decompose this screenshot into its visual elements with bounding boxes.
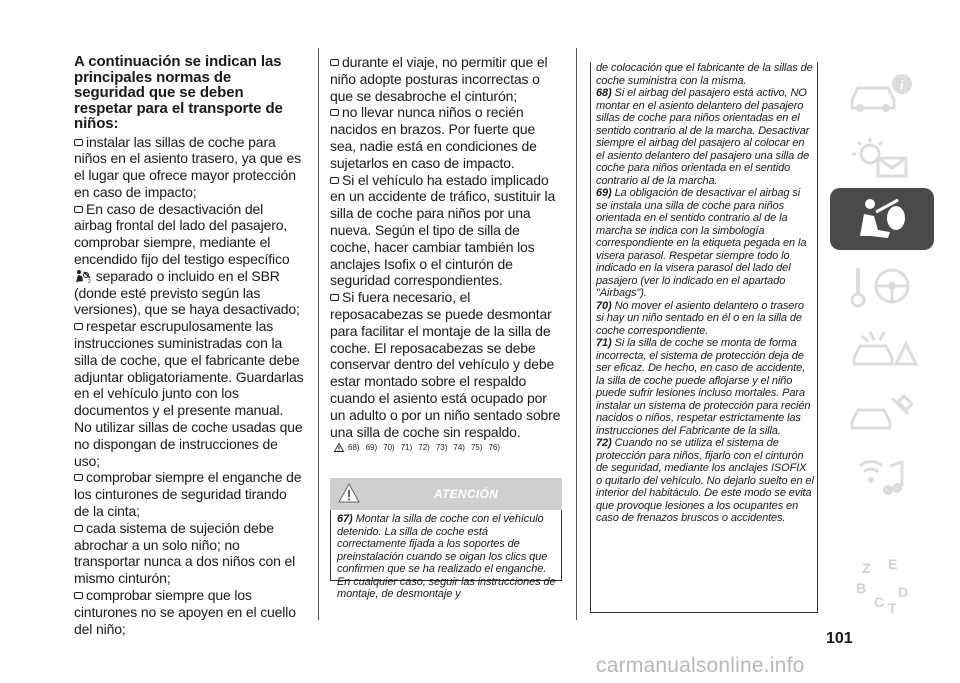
warning-lights-icon [830,128,934,190]
reference-number[interactable]: 73) [435,443,448,453]
watermark: carmanualsonline.info [596,654,805,677]
warning-note: 69) La obligación de desactivar el airbag si se instala una silla de coche para niños orientada en el sentido contrario al de la marcha se indica con la simbología correspondiente en la etiqueta pegada en la visera parasol. Respetar siempre todo lo indicado en la visera parasol del lado del pasajero (ver lo indicado en el apartado "Airbags"). [596,187,807,299]
warning-note: 68) Si el airbag del pasajero está activo, NO montar en el asiento delantero del pasajero sillas de coche para niños orientadas en el sentido contrario al de la marcha. Desactivar siempre el airbag del pasajero al colocar en el asiento delantero del pasajero una silla de coche para niños orientada en el sentido contrario al de la marcha. [596,87,810,187]
reference-number[interactable]: 68) [348,443,360,453]
tab-safety[interactable] [830,188,934,250]
breakdown-icon [830,318,934,380]
reference-number[interactable]: 70) [383,443,395,453]
column-divider [318,48,319,620]
section-heading: A continuación se indican las principales normas de seguridad que se deben respetar para el transporte de niños: [74,53,283,132]
svg-text:i: i [900,77,904,92]
reference-number[interactable]: 72) [418,443,430,453]
airbag-off-warning-icon [74,269,92,283]
warning-box [330,510,562,601]
note-intro: de colocación que el fabricante de la sillas de coche suministra con la misma. [596,62,813,87]
bullet-icon [74,474,83,481]
list-item: no llevar nunca niños o recién nacidos en brazos. Por fuerte que sea, nadie está en condiciones de sujetarlos en caso de impacto. [330,104,537,171]
bullet-icon [74,323,83,330]
column-1 [74,54,304,637]
warning-note: 72) Cuando no se utiliza el sistema de protección para niños, fijarlo con el cinturón de seguridad, mediante los anclajes ISOFIX o quitarlo del vehículo. No dejarlo suelto en el interior del habitáculo. De este modo se evita que provoque lesiones a los ocupantes en caso de frenazos bruscos o accidentes. [596,437,814,524]
bullet-icon [74,525,83,532]
column-divider [576,48,577,620]
tab-starting-driving[interactable] [830,254,934,316]
reference-number[interactable]: 74) [453,443,465,453]
list-item: Si fuera necesario, el reposacabezas se puede desmontar para facilitar el montaje de la silla de coche. El reposacabezas se debe conservar dentro del vehículo y debe estar montado sobre el respaldo cuando el asiento está ocupado por un adulto o por un niño sentado sobre una silla de coche sin respaldo. [330,289,561,440]
list-item: instalar las sillas de coche para niños en el asiento trasero, ya que es el lugar que ofrece mayor protección en caso de impacto; [74,133,302,200]
list-item: durante el viaje, no permitir que el niño adopte posturas incorrectas o que se desabroche el cinturón; [330,54,548,104]
tab-multimedia[interactable] [830,446,934,508]
reference-number[interactable]: 75) [470,443,483,453]
bullet-icon [330,294,339,301]
page-number: 101 [826,630,853,647]
bullet-icon [74,592,83,599]
tab-emergency[interactable] [830,318,934,380]
multimedia-icon [830,446,934,508]
key-steering-icon [830,254,934,316]
warning-note: 70) No mover el asiento delantero o trasero si hay un niño sentado en él o en la silla de coche correspondiente. [596,299,804,337]
warning-header [330,478,562,510]
list-item: comprobar siempre que los cinturones no se apoyen en el cuello del niño; [74,587,296,637]
warning-continuation-box [590,62,818,613]
list-item: Si el vehículo ha estado implicado en un accidente de tráfico, sustituir la silla de coche para niños por una nueva. Según el tipo de silla de coche, hacer cambiar también los anclajes Isofix o el cinturón de seguridad correspondientes. [330,171,556,289]
column-2 [330,54,562,601]
warning-triangle-icon [334,443,344,452]
bullet-icon [330,177,339,184]
warning-references [334,443,562,452]
tab-warning-lights[interactable] [830,128,934,190]
reference-number[interactable]: 76) [488,443,501,453]
warning-note: 71) Si la silla de coche se monta de forma incorrecta, el sistema de protección deja de ser eficaz. De hecho, en caso de accidente, la silla de coche puede aflojarse y el niño puede sufrir lesiones incluso mortales. Para instalar un sistema de protección para recién nacidos o niños, respetar estrictamente las instrucciones del Fabricante de la silla. [596,337,811,437]
bullet-icon [74,206,83,213]
bullet-icon [74,139,83,146]
bullet-icon [330,109,339,116]
reference-number[interactable]: 71) [400,443,413,453]
column-3 [590,62,818,613]
tab-maintenance[interactable] [830,382,934,444]
warning-title: ATENCIÓN [433,487,499,502]
airbag-seat-icon [830,188,934,250]
list-item: comprobar siempre el enganche de los cinturones de seguridad tirando de la cinta; [74,469,302,520]
bullet-icon [330,59,339,66]
index-letters: Z E B C D T [856,556,909,616]
list-item: En caso de desactivación del airbag frontal del lado del pasajero, comprobar siempre, mediante el encendido fijo del testigo específico 2 separado o incluido en el SBR (donde esté previsto según las versiones), que se haya desactivado; [74,200,300,318]
svg-text:2: 2 [88,278,91,285]
tab-car-info[interactable] [830,62,934,124]
warning-note: 67) Montar la silla de coche con el vehículo detenido. La silla de coche está correctamente fijada a los soportes de preinstalación cuando se oigan los clics que confirmen que se ha realizado el enganche. En cualquier caso, seguir las instrucciones de montaje, de desmontaje y [337,513,556,601]
car-info-icon [830,62,934,124]
list-item: cada sistema de sujeción debe abrochar a un solo niño; no transportar nunca a dos niños con el mismo cinturón; [74,519,296,587]
list-item: respetar escrupulosamente las instrucciones suministradas con la silla de coche, que el fabricante debe adjuntar obligatoriamente. Guardarlas en el vehículo junto con los documentos y el presente manual. No utilizar sillas de coche usadas que no dispongan de instrucciones de uso; [74,318,304,469]
reference-number[interactable]: 69) [365,443,378,453]
maintenance-icon [830,382,934,444]
